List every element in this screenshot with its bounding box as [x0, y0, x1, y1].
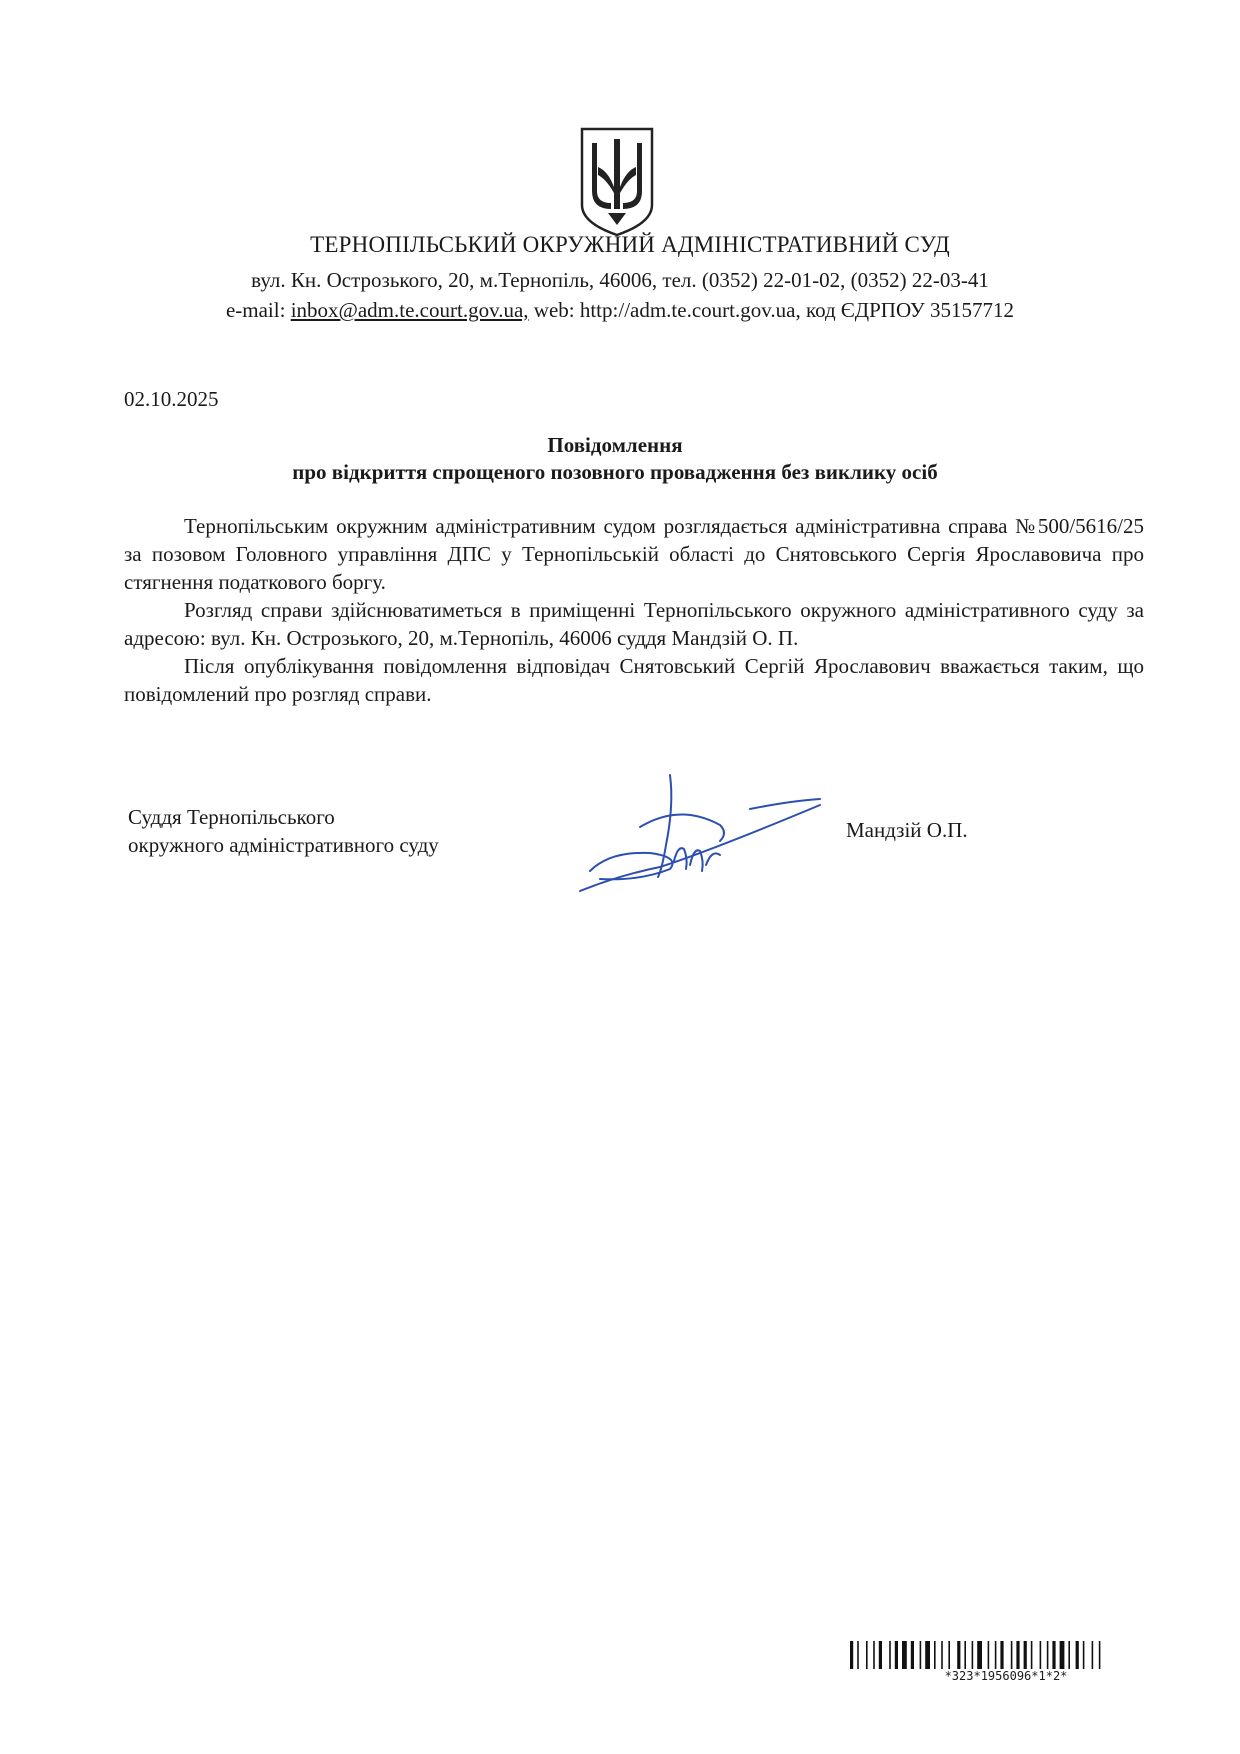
barcode-bar: [972, 1641, 974, 1669]
barcode-bar: [995, 1641, 997, 1669]
barcode-bar: [977, 1641, 982, 1669]
barcode-bar: [911, 1641, 914, 1669]
barcode-bar: [957, 1641, 960, 1669]
barcode-bar: [866, 1641, 868, 1669]
barcode-bar: [948, 1641, 950, 1669]
barcode-bar: [941, 1641, 943, 1669]
judge-name: Мандзій О.П.: [846, 818, 968, 842]
court-contacts: [150, 298, 1090, 323]
barcode-bar: [1076, 1641, 1079, 1669]
barcode-bar: [925, 1641, 930, 1669]
judge-title: [128, 803, 439, 859]
barcode-bar: [879, 1641, 882, 1669]
barcode-bar: [1000, 1641, 1003, 1669]
court-address: вул. Кн. Острозького, 20, м.Тернопіль, 46006, тел. (0352) 22-01-02, (0352) 22-03-41: [251, 268, 989, 292]
barcode-bar: [934, 1641, 936, 1669]
barcode-bar: [1083, 1641, 1085, 1669]
barcode-bar: [857, 1641, 859, 1669]
barcode-text: *323*1956096*1*2*: [944, 1669, 1068, 1683]
signature-image: [570, 765, 830, 895]
barcode-bar: [1060, 1641, 1065, 1669]
paragraph: Тернопільським окружним адміністративним судом розглядається адміністративна справа №500/5616/25 за позовом Головного управління ДПС у Тернопільській області до Снятовського Сергія Ярославовича про стягнення податкового боргу.: [124, 514, 1144, 594]
judge-title-line: окружного адміністративного суду: [128, 833, 439, 857]
judge-title-line: Суддя Тернопільського: [128, 805, 335, 829]
document-body: [124, 512, 1144, 708]
barcode-bar: [1024, 1641, 1027, 1669]
barcode-bar: [902, 1641, 907, 1669]
barcode-bar: [1031, 1641, 1033, 1669]
barcode-bar: [1016, 1641, 1019, 1669]
court-name: ТЕРНОПІЛЬСЬКИЙ ОКРУЖНИЙ АДМІНІСТРАТИВНИЙ СУД: [310, 232, 950, 257]
barcode-bar: [895, 1641, 898, 1669]
document-title: Повідомлення: [547, 433, 683, 457]
document-subtitle: про відкриття спрощеного позовного провадження без виклику осіб: [292, 460, 938, 484]
barcode-bar: [1047, 1641, 1049, 1669]
barcode-bar: [964, 1641, 966, 1669]
barcode-bar: [889, 1641, 891, 1669]
barcode-bar: [1068, 1641, 1070, 1669]
barcode-bar: [850, 1641, 853, 1669]
web-and-code: web: http://adm.te.court.gov.ua, код ЄДРПОУ 35157712: [533, 298, 1015, 322]
paragraph: Розгляд справи здійснюватиметься в приміщенні Тернопільського окружного адміністративного суду за адресою: вул. Кн. Острозького, 20, м.Тернопіль, 46006 суддя Мандзій О. П.: [124, 598, 1144, 650]
barcode-bar: [920, 1641, 922, 1669]
email-link[interactable]: inbox@adm.te.court.gov.ua,: [290, 298, 529, 322]
email-label: e-mail:: [225, 298, 286, 322]
barcode-bar: [1052, 1641, 1055, 1669]
barcode: [850, 1641, 1162, 1669]
signature-strokes: [580, 775, 820, 891]
barcode-bar: [1099, 1641, 1101, 1669]
document-date: 02.10.2025: [124, 387, 219, 411]
trident-icon: [578, 127, 656, 237]
barcode-bar: [1011, 1641, 1013, 1669]
barcode-bar: [988, 1641, 990, 1669]
barcode-bar: [873, 1641, 875, 1669]
barcode-bar: [1040, 1641, 1042, 1669]
barcode-bar: [1092, 1641, 1094, 1669]
paragraph: Після опублікування повідомлення відповідач Снятовський Сергій Ярославович вважається таким, що повідомлений про розгляд справи.: [124, 654, 1144, 706]
